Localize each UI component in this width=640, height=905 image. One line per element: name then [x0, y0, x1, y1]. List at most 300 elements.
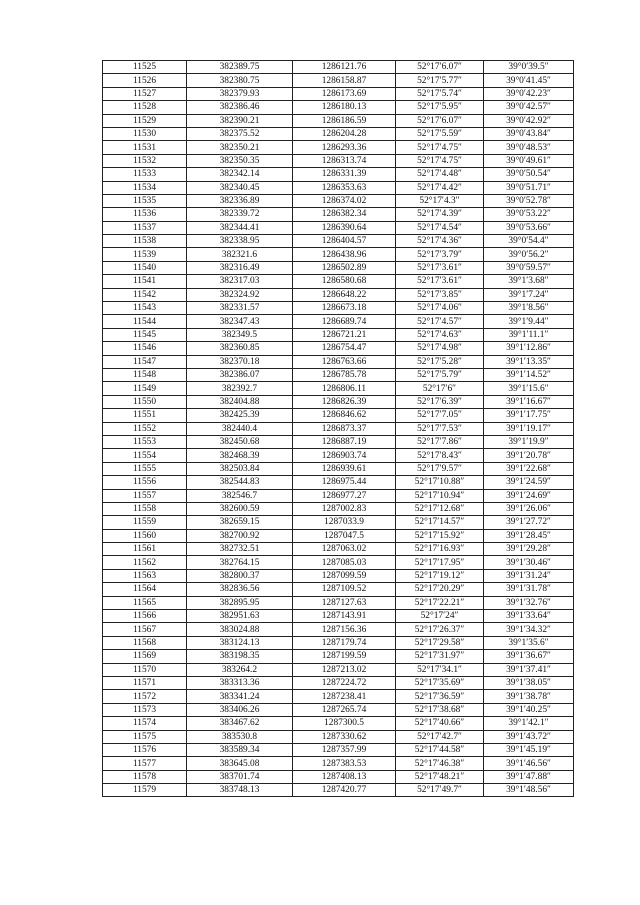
latitude-cell: 52°17′7.86″	[396, 435, 484, 448]
longitude-cell: 39°0′59.57″	[484, 261, 574, 274]
x-coordinate-cell: 383701.74	[187, 770, 293, 783]
longitude-cell: 39°1′12.86″	[484, 342, 574, 355]
latitude-cell: 52°17′4.54″	[396, 221, 484, 234]
x-coordinate-cell: 382503.84	[187, 462, 293, 475]
x-coordinate-cell: 382339.72	[187, 208, 293, 221]
table-row	[103, 154, 574, 167]
longitude-cell: 39°1′36.67″	[484, 650, 574, 663]
y-coordinate-cell: 1286673.18	[293, 302, 396, 315]
point-number-cell: 11549	[103, 382, 187, 395]
y-coordinate-cell: 1286689.74	[293, 315, 396, 328]
x-coordinate-cell: 382350.35	[187, 154, 293, 167]
y-coordinate-cell: 1286331.39	[293, 168, 396, 181]
latitude-cell: 52°17′48.21″	[396, 770, 484, 783]
y-coordinate-cell: 1286763.66	[293, 355, 396, 368]
x-coordinate-cell: 382800.37	[187, 569, 293, 582]
table-body	[103, 61, 574, 797]
latitude-cell: 52°17′36.59″	[396, 690, 484, 703]
latitude-cell: 52°17′8.43″	[396, 449, 484, 462]
point-number-cell: 11564	[103, 583, 187, 596]
latitude-cell: 52°17′26.37″	[396, 623, 484, 636]
point-number-cell: 11533	[103, 168, 187, 181]
point-number-cell: 11536	[103, 208, 187, 221]
x-coordinate-cell: 383589.34	[187, 743, 293, 756]
x-coordinate-cell: 382340.45	[187, 181, 293, 194]
table-row	[103, 395, 574, 408]
table-row	[103, 181, 574, 194]
x-coordinate-cell: 383748.13	[187, 784, 293, 797]
x-coordinate-cell: 382836.56	[187, 583, 293, 596]
longitude-cell: 39°1′16.67″	[484, 395, 574, 408]
table-row	[103, 703, 574, 716]
point-number-cell: 11530	[103, 127, 187, 140]
point-number-cell: 11556	[103, 476, 187, 489]
longitude-cell: 39°1′47.88″	[484, 770, 574, 783]
y-coordinate-cell: 1287033.9	[293, 516, 396, 529]
x-coordinate-cell: 382338.95	[187, 235, 293, 248]
point-number-cell: 11557	[103, 489, 187, 502]
longitude-cell: 39°1′31.78″	[484, 583, 574, 596]
x-coordinate-cell: 382316.49	[187, 261, 293, 274]
table-row	[103, 328, 574, 341]
point-number-cell: 11528	[103, 101, 187, 114]
latitude-cell: 52°17′4.98″	[396, 342, 484, 355]
table-row	[103, 355, 574, 368]
table-row	[103, 194, 574, 207]
y-coordinate-cell: 1286721.21	[293, 328, 396, 341]
point-number-cell: 11545	[103, 328, 187, 341]
point-number-cell: 11532	[103, 154, 187, 167]
point-number-cell: 11542	[103, 288, 187, 301]
y-coordinate-cell: 1287047.5	[293, 529, 396, 542]
x-coordinate-cell: 383406.26	[187, 703, 293, 716]
y-coordinate-cell: 1286186.59	[293, 114, 396, 127]
table-row	[103, 449, 574, 462]
latitude-cell: 52°17′10.94″	[396, 489, 484, 502]
latitude-cell: 52°17′5.59″	[396, 127, 484, 140]
x-coordinate-cell: 383645.08	[187, 757, 293, 770]
latitude-cell: 52°17′4.57″	[396, 315, 484, 328]
latitude-cell: 52°17′35.69″	[396, 676, 484, 689]
y-coordinate-cell: 1287063.02	[293, 543, 396, 556]
longitude-cell: 39°1′33.64″	[484, 610, 574, 623]
point-number-cell: 11547	[103, 355, 187, 368]
latitude-cell: 52°17′6.07″	[396, 61, 484, 74]
latitude-cell: 52°17′3.85″	[396, 288, 484, 301]
y-coordinate-cell: 1287224.72	[293, 676, 396, 689]
table-row	[103, 489, 574, 502]
table-row	[103, 717, 574, 730]
point-number-cell: 11551	[103, 409, 187, 422]
x-coordinate-cell: 382349.5	[187, 328, 293, 341]
longitude-cell: 39°1′46.56″	[484, 757, 574, 770]
longitude-cell: 39°0′48.53″	[484, 141, 574, 154]
latitude-cell: 52°17′6″	[396, 382, 484, 395]
table-row	[103, 248, 574, 261]
table-row	[103, 127, 574, 140]
x-coordinate-cell: 383313.36	[187, 676, 293, 689]
y-coordinate-cell: 1286121.76	[293, 61, 396, 74]
point-number-cell: 11559	[103, 516, 187, 529]
point-number-cell: 11572	[103, 690, 187, 703]
latitude-cell: 52°17′4.63″	[396, 328, 484, 341]
table-row	[103, 141, 574, 154]
x-coordinate-cell: 382342.14	[187, 168, 293, 181]
y-coordinate-cell: 1287109.52	[293, 583, 396, 596]
point-number-cell: 11567	[103, 623, 187, 636]
y-coordinate-cell: 1286648.22	[293, 288, 396, 301]
coordinate-table-sheet	[102, 60, 573, 797]
longitude-cell: 39°1′19.9″	[484, 435, 574, 448]
x-coordinate-cell: 382732.51	[187, 543, 293, 556]
latitude-cell: 52°17′19.12″	[396, 569, 484, 582]
longitude-cell: 39°1′3.68″	[484, 275, 574, 288]
y-coordinate-cell: 1287143.91	[293, 610, 396, 623]
y-coordinate-cell: 1287300.5	[293, 717, 396, 730]
latitude-cell: 52°17′46.38″	[396, 757, 484, 770]
latitude-cell: 52°17′20.29″	[396, 583, 484, 596]
longitude-cell: 39°0′42.92″	[484, 114, 574, 127]
y-coordinate-cell: 1286438.96	[293, 248, 396, 261]
y-coordinate-cell: 1286293.36	[293, 141, 396, 154]
y-coordinate-cell: 1287383.53	[293, 757, 396, 770]
point-number-cell: 11538	[103, 235, 187, 248]
longitude-cell: 39°1′20.78″	[484, 449, 574, 462]
longitude-cell: 39°1′17.75″	[484, 409, 574, 422]
point-number-cell: 11553	[103, 435, 187, 448]
latitude-cell: 52°17′4.3″	[396, 194, 484, 207]
point-number-cell: 11527	[103, 87, 187, 100]
table-row	[103, 757, 574, 770]
y-coordinate-cell: 1286977.27	[293, 489, 396, 502]
table-row	[103, 529, 574, 542]
table-row	[103, 409, 574, 422]
point-number-cell: 11561	[103, 543, 187, 556]
point-number-cell: 11548	[103, 368, 187, 381]
point-number-cell: 11535	[103, 194, 187, 207]
longitude-cell: 39°1′38.05″	[484, 676, 574, 689]
y-coordinate-cell: 1287265.74	[293, 703, 396, 716]
table-row	[103, 636, 574, 649]
x-coordinate-cell: 382450.68	[187, 435, 293, 448]
point-number-cell: 11531	[103, 141, 187, 154]
y-coordinate-cell: 1287127.63	[293, 596, 396, 609]
longitude-cell: 39°1′40.25″	[484, 703, 574, 716]
longitude-cell: 39°0′51.71″	[484, 181, 574, 194]
longitude-cell: 39°1′43.72″	[484, 730, 574, 743]
table-row	[103, 610, 574, 623]
longitude-cell: 39°1′29.28″	[484, 543, 574, 556]
longitude-cell: 39°1′48.56″	[484, 784, 574, 797]
table-row	[103, 476, 574, 489]
latitude-cell: 52°17′4.48″	[396, 168, 484, 181]
x-coordinate-cell: 382386.07	[187, 368, 293, 381]
y-coordinate-cell: 1287199.59	[293, 650, 396, 663]
y-coordinate-cell: 1286390.64	[293, 221, 396, 234]
latitude-cell: 52°17′5.79″	[396, 368, 484, 381]
y-coordinate-cell: 1287213.02	[293, 663, 396, 676]
latitude-cell: 52°17′5.74″	[396, 87, 484, 100]
point-number-cell: 11562	[103, 556, 187, 569]
latitude-cell: 52°17′4.75″	[396, 141, 484, 154]
point-number-cell: 11576	[103, 743, 187, 756]
latitude-cell: 52°17′5.28″	[396, 355, 484, 368]
longitude-cell: 39°1′13.35″	[484, 355, 574, 368]
x-coordinate-cell: 382659.15	[187, 516, 293, 529]
latitude-cell: 52°17′12.68″	[396, 502, 484, 515]
y-coordinate-cell: 1287156.36	[293, 623, 396, 636]
table-row	[103, 650, 574, 663]
x-coordinate-cell: 383264.2	[187, 663, 293, 676]
latitude-cell: 52°17′4.42″	[396, 181, 484, 194]
point-number-cell: 11565	[103, 596, 187, 609]
point-number-cell: 11575	[103, 730, 187, 743]
latitude-cell: 52°17′34.1″	[396, 663, 484, 676]
point-number-cell: 11552	[103, 422, 187, 435]
table-row	[103, 770, 574, 783]
table-row	[103, 288, 574, 301]
y-coordinate-cell: 1286374.02	[293, 194, 396, 207]
longitude-cell: 39°1′42.1″	[484, 717, 574, 730]
longitude-cell: 39°0′49.61″	[484, 154, 574, 167]
longitude-cell: 39°1′26.06″	[484, 502, 574, 515]
x-coordinate-cell: 382321.6	[187, 248, 293, 261]
point-number-cell: 11550	[103, 395, 187, 408]
latitude-cell: 52°17′6.39″	[396, 395, 484, 408]
longitude-cell: 39°1′37.41″	[484, 663, 574, 676]
point-number-cell: 11543	[103, 302, 187, 315]
x-coordinate-cell: 382546.7	[187, 489, 293, 502]
point-number-cell: 11554	[103, 449, 187, 462]
latitude-cell: 52°17′49.7″	[396, 784, 484, 797]
x-coordinate-cell: 382389.75	[187, 61, 293, 74]
table-row	[103, 275, 574, 288]
y-coordinate-cell: 1287099.59	[293, 569, 396, 582]
table-row	[103, 302, 574, 315]
longitude-cell: 39°1′38.78″	[484, 690, 574, 703]
table-row	[103, 435, 574, 448]
latitude-cell: 52°17′3.61″	[396, 275, 484, 288]
longitude-cell: 39°0′41.45″	[484, 74, 574, 87]
table-row	[103, 382, 574, 395]
table-row	[103, 114, 574, 127]
y-coordinate-cell: 1287330.62	[293, 730, 396, 743]
x-coordinate-cell: 383530.8	[187, 730, 293, 743]
y-coordinate-cell: 1286353.63	[293, 181, 396, 194]
x-coordinate-cell: 383198.35	[187, 650, 293, 663]
y-coordinate-cell: 1286785.78	[293, 368, 396, 381]
point-number-cell: 11526	[103, 74, 187, 87]
latitude-cell: 52°17′38.68″	[396, 703, 484, 716]
x-coordinate-cell: 382600.59	[187, 502, 293, 515]
x-coordinate-cell: 382764.15	[187, 556, 293, 569]
longitude-cell: 39°0′42.57″	[484, 101, 574, 114]
longitude-cell: 39°0′53.66″	[484, 221, 574, 234]
y-coordinate-cell: 1286975.44	[293, 476, 396, 489]
x-coordinate-cell: 382425.39	[187, 409, 293, 422]
latitude-cell: 52°17′22.21″	[396, 596, 484, 609]
longitude-cell: 39°1′8.56″	[484, 302, 574, 315]
latitude-cell: 52°17′3.61″	[396, 261, 484, 274]
longitude-cell: 39°0′52.78″	[484, 194, 574, 207]
table-row	[103, 596, 574, 609]
y-coordinate-cell: 1286806.11	[293, 382, 396, 395]
y-coordinate-cell: 1287408.13	[293, 770, 396, 783]
table-row	[103, 235, 574, 248]
latitude-cell: 52°17′44.58″	[396, 743, 484, 756]
table-row	[103, 543, 574, 556]
latitude-cell: 52°17′17.95″	[396, 556, 484, 569]
longitude-cell: 39°1′34.32″	[484, 623, 574, 636]
table-row	[103, 221, 574, 234]
latitude-cell: 52°17′16.93″	[396, 543, 484, 556]
x-coordinate-cell: 382468.39	[187, 449, 293, 462]
x-coordinate-cell: 382440.4	[187, 422, 293, 435]
table-row	[103, 462, 574, 475]
longitude-cell: 39°1′35.6″	[484, 636, 574, 649]
x-coordinate-cell: 382386.46	[187, 101, 293, 114]
y-coordinate-cell: 1286382.34	[293, 208, 396, 221]
x-coordinate-cell: 383124.13	[187, 636, 293, 649]
latitude-cell: 52°17′29.58″	[396, 636, 484, 649]
latitude-cell: 52°17′10.88″	[396, 476, 484, 489]
point-number-cell: 11537	[103, 221, 187, 234]
table-row	[103, 74, 574, 87]
table-row	[103, 168, 574, 181]
coordinate-table	[102, 60, 574, 797]
longitude-cell: 39°1′27.72″	[484, 516, 574, 529]
x-coordinate-cell: 382370.18	[187, 355, 293, 368]
table-row	[103, 101, 574, 114]
y-coordinate-cell: 1287085.03	[293, 556, 396, 569]
table-row	[103, 315, 574, 328]
table-row	[103, 663, 574, 676]
table-row	[103, 87, 574, 100]
longitude-cell: 39°1′45.19″	[484, 743, 574, 756]
longitude-cell: 39°1′24.69″	[484, 489, 574, 502]
x-coordinate-cell: 382350.21	[187, 141, 293, 154]
y-coordinate-cell: 1286826.39	[293, 395, 396, 408]
x-coordinate-cell: 382344.41	[187, 221, 293, 234]
latitude-cell: 52°17′40.66″	[396, 717, 484, 730]
point-number-cell: 11574	[103, 717, 187, 730]
y-coordinate-cell: 1286903.74	[293, 449, 396, 462]
x-coordinate-cell: 382895.95	[187, 596, 293, 609]
longitude-cell: 39°1′9.44″	[484, 315, 574, 328]
y-coordinate-cell: 1286173.69	[293, 87, 396, 100]
x-coordinate-cell: 382360.85	[187, 342, 293, 355]
table-row	[103, 676, 574, 689]
point-number-cell: 11546	[103, 342, 187, 355]
x-coordinate-cell: 383024.88	[187, 623, 293, 636]
y-coordinate-cell: 1286502.89	[293, 261, 396, 274]
y-coordinate-cell: 1287420.77	[293, 784, 396, 797]
point-number-cell: 11577	[103, 757, 187, 770]
y-coordinate-cell: 1286180.13	[293, 101, 396, 114]
point-number-cell: 11540	[103, 261, 187, 274]
latitude-cell: 52°17′4.75″	[396, 154, 484, 167]
longitude-cell: 39°0′50.54″	[484, 168, 574, 181]
longitude-cell: 39°0′53.22″	[484, 208, 574, 221]
point-number-cell: 11566	[103, 610, 187, 623]
table-row	[103, 502, 574, 515]
table-row	[103, 368, 574, 381]
point-number-cell: 11570	[103, 663, 187, 676]
point-number-cell: 11571	[103, 676, 187, 689]
latitude-cell: 52°17′3.79″	[396, 248, 484, 261]
x-coordinate-cell: 383467.62	[187, 717, 293, 730]
point-number-cell: 11568	[103, 636, 187, 649]
latitude-cell: 52°17′7.53″	[396, 422, 484, 435]
latitude-cell: 52°17′15.92″	[396, 529, 484, 542]
longitude-cell: 39°0′54.4″	[484, 235, 574, 248]
x-coordinate-cell: 382951.63	[187, 610, 293, 623]
y-coordinate-cell: 1286158.87	[293, 74, 396, 87]
point-number-cell: 11579	[103, 784, 187, 797]
point-number-cell: 11529	[103, 114, 187, 127]
longitude-cell: 39°1′30.46″	[484, 556, 574, 569]
point-number-cell: 11555	[103, 462, 187, 475]
x-coordinate-cell: 382331.57	[187, 302, 293, 315]
latitude-cell: 52°17′24″	[396, 610, 484, 623]
longitude-cell: 39°0′42.23″	[484, 87, 574, 100]
table-row	[103, 623, 574, 636]
longitude-cell: 39°1′31.24″	[484, 569, 574, 582]
y-coordinate-cell: 1286887.19	[293, 435, 396, 448]
x-coordinate-cell: 382544.83	[187, 476, 293, 489]
longitude-cell: 39°1′19.17″	[484, 422, 574, 435]
longitude-cell: 39°0′56.2″	[484, 248, 574, 261]
latitude-cell: 52°17′9.57″	[396, 462, 484, 475]
table-row	[103, 208, 574, 221]
point-number-cell: 11578	[103, 770, 187, 783]
y-coordinate-cell: 1286404.57	[293, 235, 396, 248]
longitude-cell: 39°0′43.84″	[484, 127, 574, 140]
y-coordinate-cell: 1286204.28	[293, 127, 396, 140]
latitude-cell: 52°17′4.39″	[396, 208, 484, 221]
x-coordinate-cell: 382379.93	[187, 87, 293, 100]
latitude-cell: 52°17′4.36″	[396, 235, 484, 248]
longitude-cell: 39°1′14.52″	[484, 368, 574, 381]
table-row	[103, 784, 574, 797]
x-coordinate-cell: 382336.89	[187, 194, 293, 207]
longitude-cell: 39°1′7.24″	[484, 288, 574, 301]
point-number-cell: 11573	[103, 703, 187, 716]
latitude-cell: 52°17′6.07″	[396, 114, 484, 127]
latitude-cell: 52°17′4.06″	[396, 302, 484, 315]
longitude-cell: 39°1′32.76″	[484, 596, 574, 609]
table-row	[103, 556, 574, 569]
table-row	[103, 569, 574, 582]
y-coordinate-cell: 1287357.99	[293, 743, 396, 756]
x-coordinate-cell: 382380.75	[187, 74, 293, 87]
table-row	[103, 261, 574, 274]
table-row	[103, 422, 574, 435]
y-coordinate-cell: 1286580.68	[293, 275, 396, 288]
x-coordinate-cell: 382317.03	[187, 275, 293, 288]
point-number-cell: 11539	[103, 248, 187, 261]
x-coordinate-cell: 382347.43	[187, 315, 293, 328]
point-number-cell: 11541	[103, 275, 187, 288]
table-row	[103, 690, 574, 703]
latitude-cell: 52°17′14.57″	[396, 516, 484, 529]
table-row	[103, 342, 574, 355]
point-number-cell: 11558	[103, 502, 187, 515]
table-row	[103, 61, 574, 74]
point-number-cell: 11569	[103, 650, 187, 663]
longitude-cell: 39°1′11.1″	[484, 328, 574, 341]
latitude-cell: 52°17′7.05″	[396, 409, 484, 422]
